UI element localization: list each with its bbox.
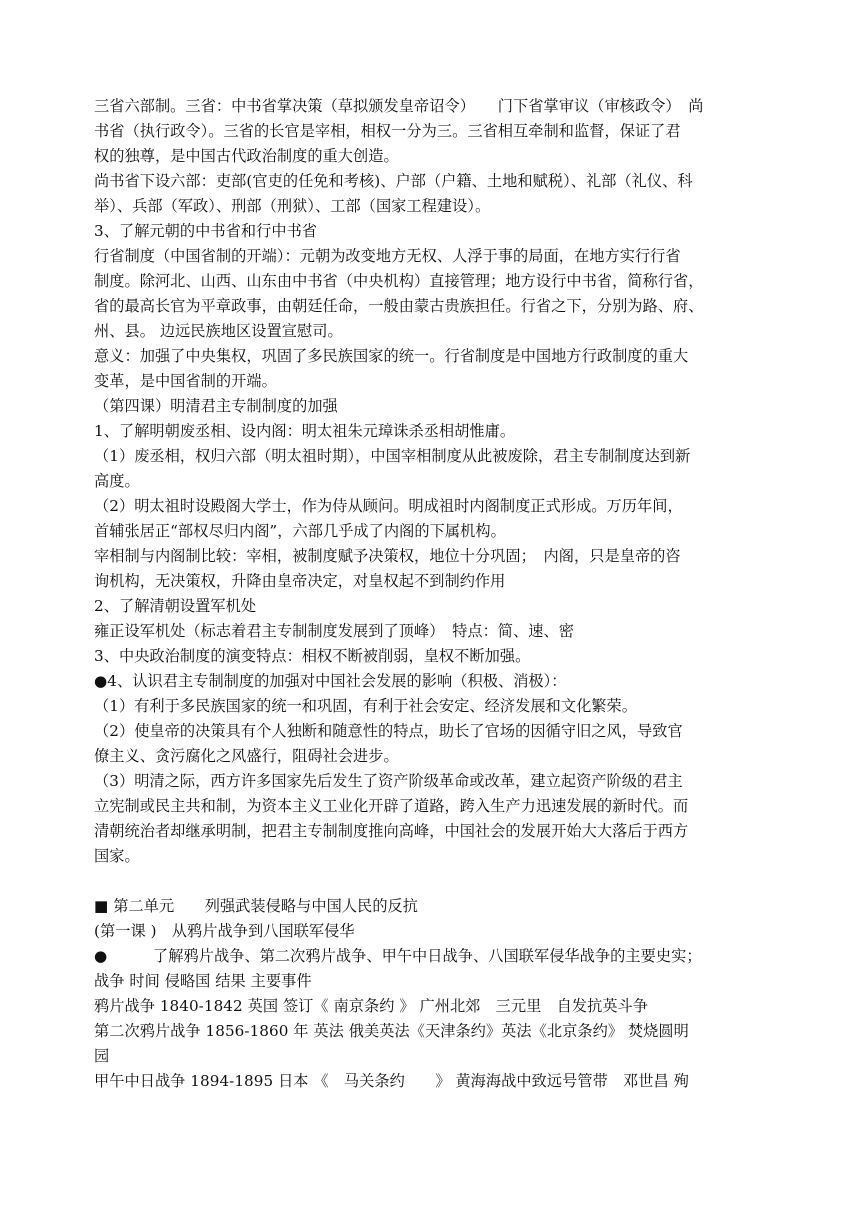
text-line: 雍正设军机处（标志着君主专制制度发展到了顶峰） 特点：简、速、密 (94, 622, 574, 640)
text-line: 询机构，无决策权，升降由皇帝决定，对皇权起不到制约作用 (94, 572, 506, 590)
section-heading: ●4、认识君主专制制度的加强对中国社会发展的影响（积极、消极）： (94, 672, 567, 690)
text-line: ● 了解鸦片战争、第二次鸦片战争、甲午中日战争、八国联军侵华战争的主要史实； (94, 947, 702, 965)
text-line: 三省六部制。三省：中书省掌决策（草拟颁发皇帝诏令） 门下省掌审议（审核政令） 尚 (94, 97, 704, 115)
text-line: 僚主义、贪污腐化之风盛行，阻碍社会进步。 (94, 747, 399, 765)
text-line: （2）使皇帝的决策具有个人独断和随意性的特点，助长了官场的因循守旧之风，导致官 (94, 722, 683, 740)
text-line: 制度。除河北、山西、山东由中书省（中央机构）直接管理；地方设行中书省，简称行省， (94, 272, 704, 290)
text-line: 国家。 (94, 847, 140, 865)
text-line: 省的最高长官为平章政事，由朝廷任命，一般由蒙古贵族担任。行省之下，分别为路、府、 (94, 297, 704, 315)
section-heading: 2、了解清朝设置军机处 (94, 597, 257, 615)
text-line: （2）明太祖时设殿阁大学士，作为侍从顾问。明成祖时内阁制度正式形成。万历年间， (94, 497, 683, 515)
table-row-line: 园 (94, 1047, 110, 1065)
text-line: 举）、兵部（军政）、刑部（刑狱）、工部（国家工程建设）。 (94, 197, 491, 215)
table-row-line: 甲午中日战争 1894-1895 日本 《 马关条约 》 黄海海战中致远号管带 邓世昌 殉 (94, 1072, 689, 1090)
text-line: 州、县。 边远民族地区设置宣慰司。 (94, 322, 343, 340)
unit-heading: ■ 第二单元 列强武装侵略与中国人民的反抗 (94, 897, 419, 915)
text-line: 权的独尊，是中国古代政治制度的重大创造。 (94, 147, 399, 165)
text-line: 书省（执行政令）。三省的长官是宰相，相权一分为三。三省相互牵制和监督，保证了君 (94, 122, 681, 140)
blank-line (94, 869, 770, 894)
text-line: （1）有利于多民族国家的统一和巩固，有利于社会安定、经济发展和文化繁荣。 (94, 697, 638, 715)
text-line: 意义：加强了中央集权，巩固了多民族国家的统一。行省制度是中国地方行政制度的重大 (94, 347, 689, 365)
text-line: 行省制度（中国省制的开端）：元朝为改变地方无权、人浮于事的局面，在地方实行行省 (94, 247, 681, 265)
section-heading: 3、中央政治制度的演变特点：相权不断被削弱，皇权不断加强。 (94, 647, 531, 665)
table-row-line: 第二次鸦片战争 1856-1860 年 英法 俄美英法《天津条约》英法《北京条约》 焚烧圆明 (94, 1022, 689, 1040)
table-header-line: 战争 时间 侵略国 结果 主要事件 (94, 972, 312, 990)
lesson-heading: （第四课）明清君主专制制度的加强 (94, 397, 338, 415)
text-line: 立宪制或民主共和制，为资本主义工业化开辟了道路，跨入生产力迅速发展的新时代。而 (94, 797, 689, 815)
text-line: 首辅张居正“部权尽归内阁”，六部几乎成了内阁的下属机构。 (94, 522, 506, 540)
table-row-line: 鸦片战争 1840-1842 英国 签订《 南京条约 》 广州北郊 三元里 自发抗英斗争 (94, 997, 649, 1015)
text-line: 尚书省下设六部：吏部(官吏的任免和考核)、户部（户籍、土地和赋税）、礼部（礼仪、科 (94, 172, 693, 190)
text-line: （1）废丞相，权归六部（明太祖时期），中国宰相制度从此被废除，君主专制制度达到新 (94, 447, 691, 465)
section-heading: 1、了解明朝废丞相、设内阁：明太祖朱元璋诛杀丞相胡惟庸。 (94, 422, 516, 440)
document-page (94, 94, 770, 1094)
text-line: 变革，是中国省制的开端。 (94, 372, 277, 390)
lesson-heading: (第一课 ) 从鸦片战争到八国联军侵华 (94, 922, 355, 940)
text-line: 高度。 (94, 472, 140, 490)
text-line: 清朝统治者却继承明制，把君主专制制度推向高峰，中国社会的发展开始大大落后于西方 (94, 822, 689, 840)
text-line: （3）明清之际，西方许多国家先后发生了资产阶级革命或改革，建立起资产阶级的君主 (94, 772, 683, 790)
text-line: 宰相制与内阁制比较：宰相，被制度赋予决策权，地位十分巩固； 内阁，只是皇帝的咨 (94, 547, 681, 565)
section-heading: 3、了解元朝的中书省和行中书省 (94, 222, 318, 240)
